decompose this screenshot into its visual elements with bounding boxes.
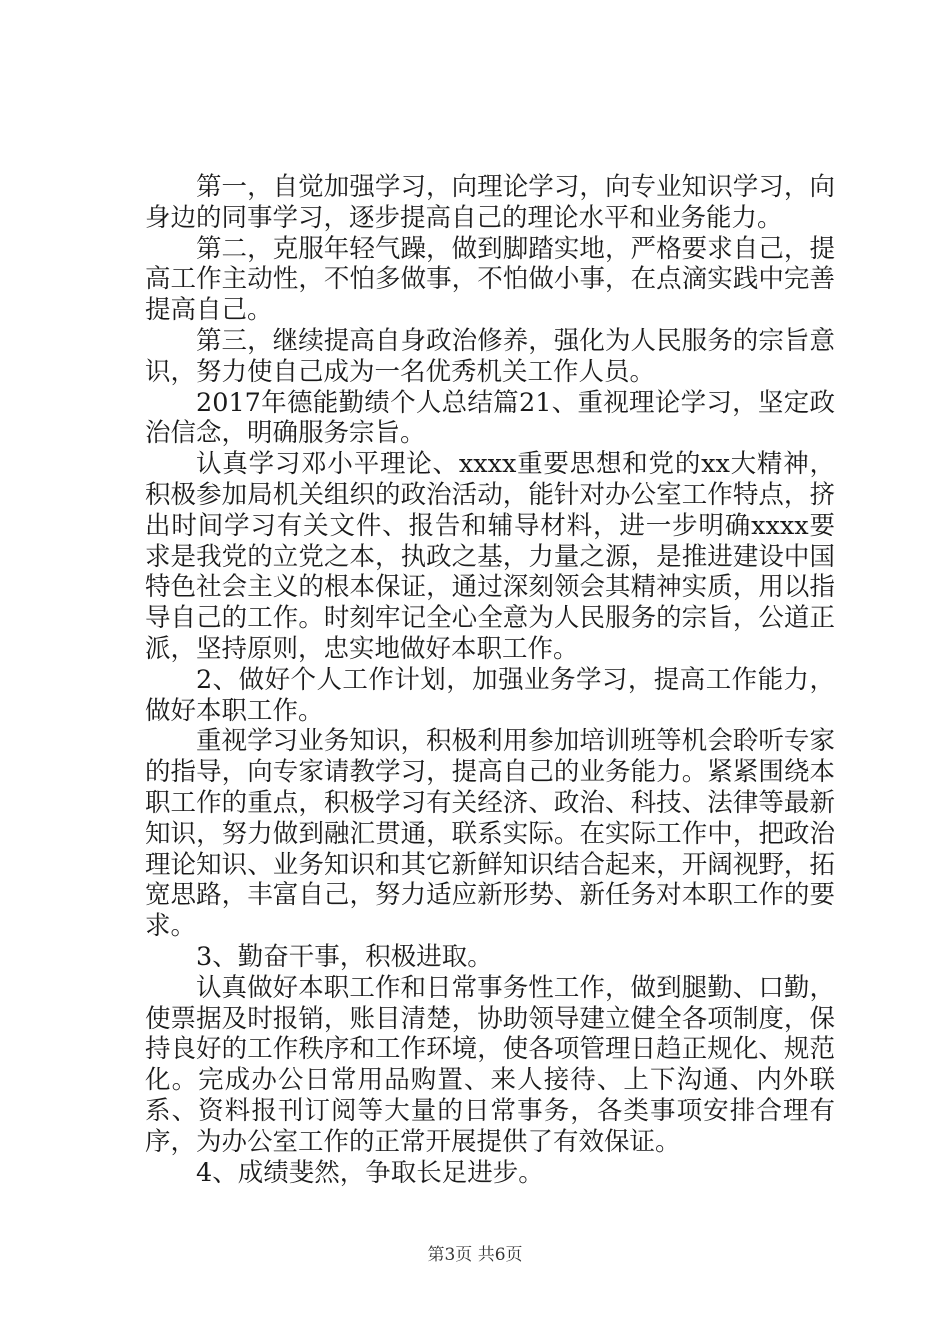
page-number-footer: 第3页 共6页 (427, 1245, 523, 1265)
paragraph: 第一，自觉加强学习，向理论学习，向专业知识学习，向身边的同事学习，逐步提高自己的理论水平和业务能力。 (145, 172, 835, 233)
document-body (145, 172, 835, 1188)
paragraph: 重视学习业务知识，积极利用参加培训班等机会聆听专家的指导，向专家请教学习，提高自己的业务能力。紧紧围绕本职工作的重点，积极学习有关经济、政治、科技、法律等最新知识，努力做到融汇贯通，联系实际。在实际工作中，把政治理论知识、业务知识和其它新鲜知识结合起来，开阔视野，拓宽思路，丰富自己，努力适应新形势、新任务对本职工作的要求。 (145, 726, 835, 942)
paragraph: 4、成绩斐然，争取长足进步。 (196, 1157, 544, 1188)
paragraph: 3、勤奋干事，积极进取。 (196, 941, 493, 972)
paragraph: 2、做好个人工作计划，加强业务学习，提高工作能力，做好本职工作。 (145, 664, 835, 726)
paragraph: 认真做好本职工作和日常事务性工作，做到腿勤、口勤，使票据及时报销，账目清楚，协助领导建立健全各项制度，保持良好的工作秩序和工作环境，使各项管理日趋正规化、规范化。完成办公日常用品购置、来人接待、上下沟通、内外联系、资料报刊订阅等大量的日常事务，各类事项安排合理有序，为办公室工作的正常开展提供了有效保证。 (145, 972, 835, 1157)
paragraph: 第二，克服年轻气躁，做到脚踏实地，严格要求自己，提高工作主动性，不怕多做事，不怕做小事，在点滴实践中完善提高自己。 (145, 233, 835, 326)
paragraph: 认真学习邓小平理论、xxxx重要思想和党的xx大精神，积极参加局机关组织的政治活动，能针对办公室工作特点，挤出时间学习有关文件、报告和辅导材料，进一步明确xxxx要求是我党的立党之本，执政之基，力量之源，是推进建设中国特色社会主义的根本保证，通过深刻领会其精神实质，用以指导自己的工作。时刻牢记全心全意为人民服务的宗旨，公道正派，坚持原则，忠实地做好本职工作。 (145, 449, 835, 664)
paragraph: 第三，继续提高自身政治修养，强化为人民服务的宗旨意识，努力使自己成为一名优秀机关工作人员。 (145, 325, 835, 387)
paragraph: 2017年德能勤绩个人总结篇21、重视理论学习，坚定政治信念，明确服务宗旨。 (145, 387, 835, 449)
